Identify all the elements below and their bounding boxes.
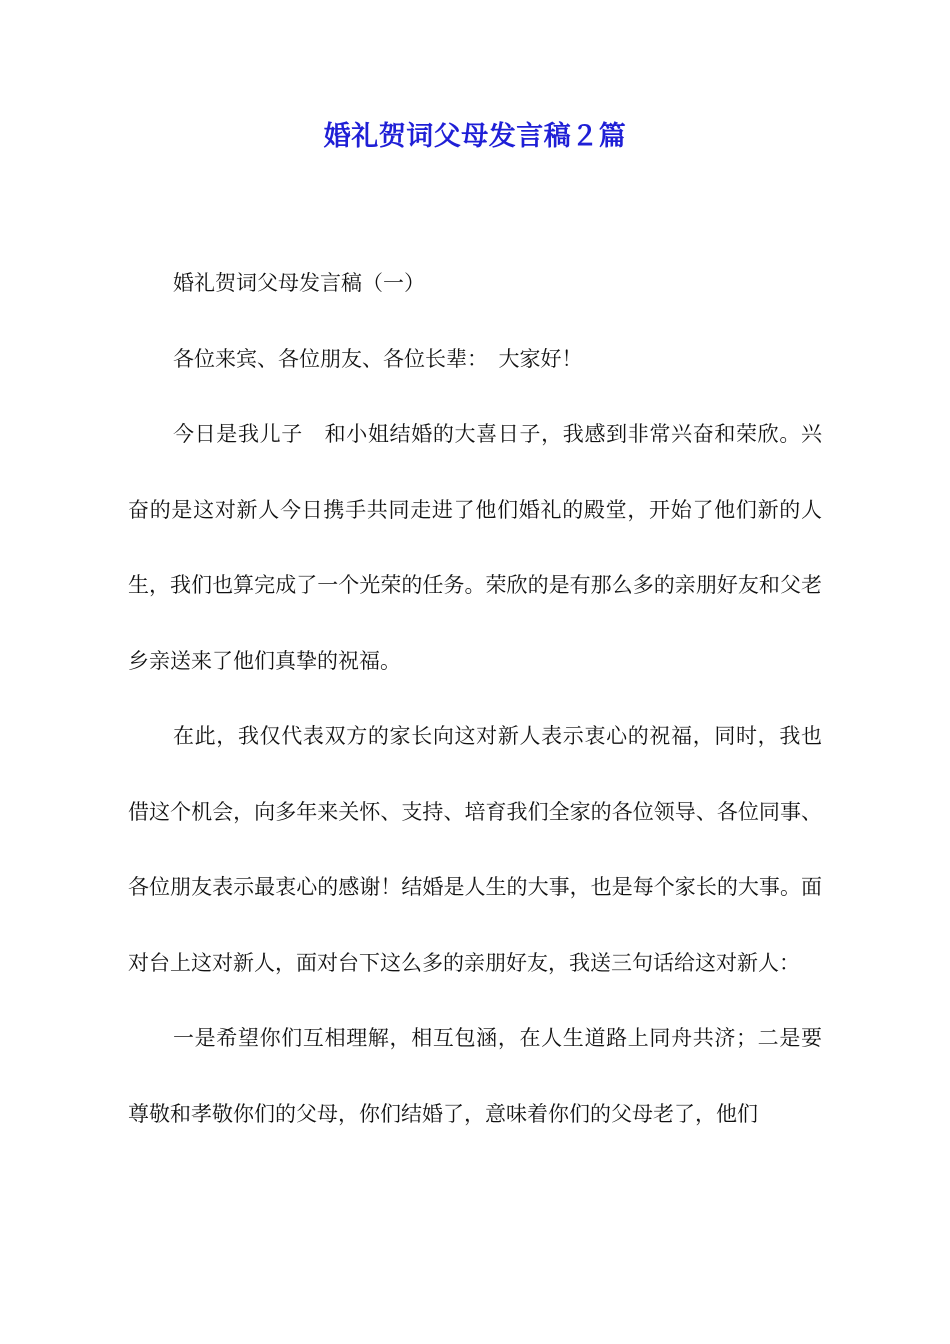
section-heading: 婚礼贺词父母发言稿（一） [173,271,425,295]
body-paragraph: 今日是我儿子 和小姐结婚的大喜日子，我感到非常兴奋和荣欣。兴奋的是这对新人今日携手共同走进了他们婚礼的殿堂，开始了他们新的人生，我们也算完成了一个光荣的任务。荣欣的是有那么多的亲朋好友和父老乡亲送来了他们真挚的祝福。 [128,422,822,673]
document-body [128,246,822,1152]
body-paragraph: 在此，我仅代表双方的家长向这对新人表示衷心的祝福，同时，我也借这个机会，向多年来关怀、支持、培育我们全家的各位领导、各位同事、各位朋友表示最衷心的感谢！结婚是人生的大事，也是每个家长的大事。面对台上这对新人，面对台下这么多的亲朋好友，我送三句话给这对新人： [128,724,822,975]
body-paragraph: 一是希望你们互相理解，相互包涵，在人生道路上同舟共济；二是要尊敬和孝敬你们的父母，你们结婚了，意味着你们的父母老了，他们 [128,1026,822,1126]
greeting-paragraph: 各位来宾、各位朋友、各位长辈： 大家好！ [173,346,583,371]
document-title: 婚礼贺词父母发言稿２篇 [323,121,627,152]
